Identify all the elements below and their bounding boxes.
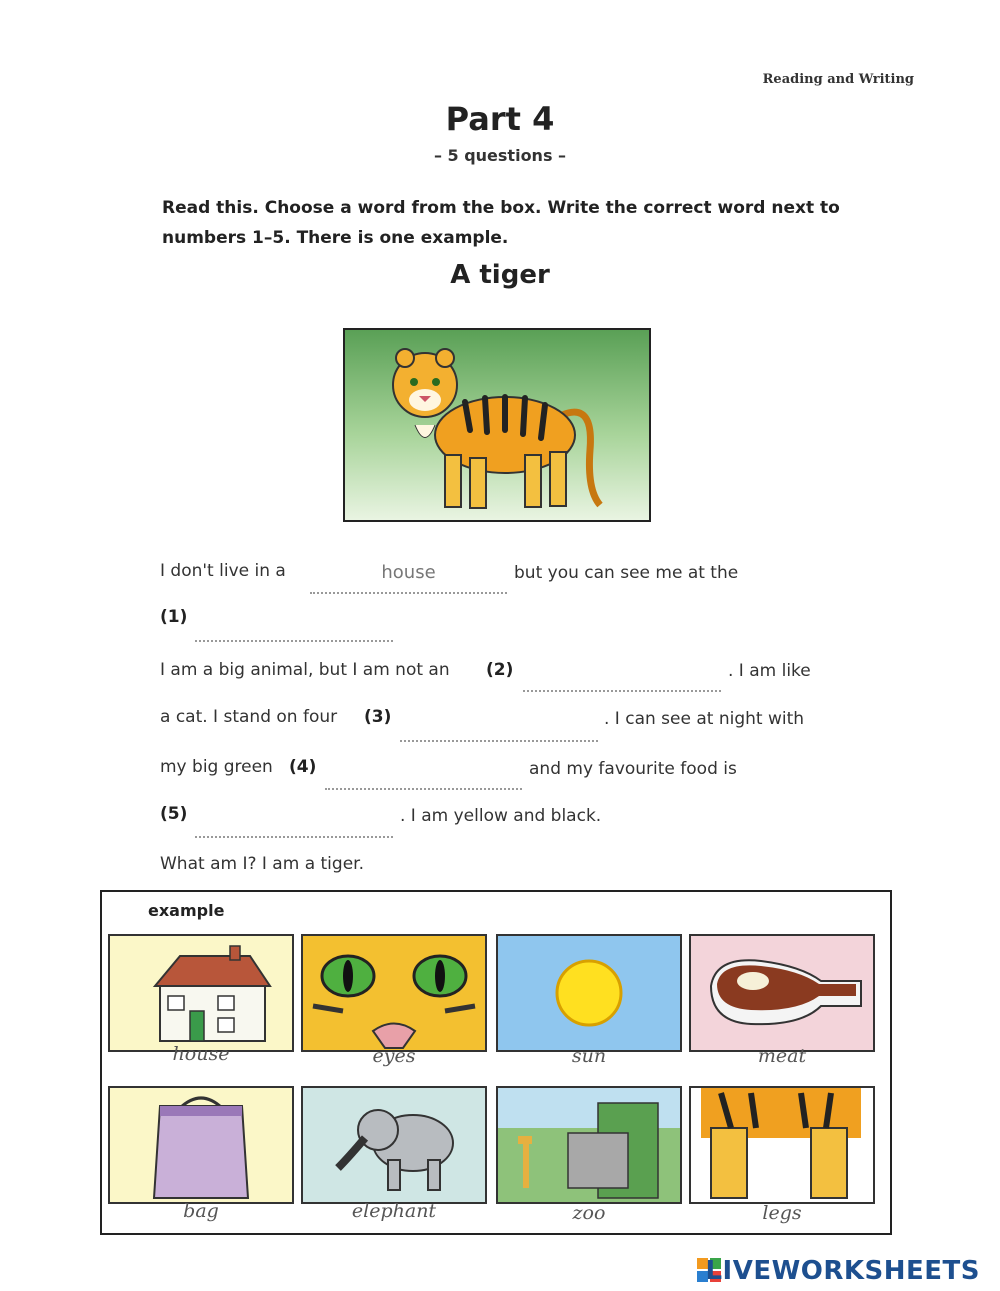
picture-sun (496, 934, 682, 1052)
question-number-4: (4) (289, 757, 317, 777)
answer-blank-1[interactable] (195, 614, 393, 642)
word-label-legs: legs (762, 1202, 802, 1224)
story-line-7: What am I? I am a tiger. (160, 854, 364, 874)
question-number-5: (5) (160, 804, 188, 824)
picture-legs (689, 1086, 875, 1204)
story-line-4a: a cat. I stand on four (160, 707, 338, 727)
answer-blank-5[interactable] (195, 810, 393, 838)
word-label-sun: sun (571, 1045, 607, 1067)
story-line-1b: but you can see me at the (514, 563, 739, 583)
story-line-6b: . I am yellow and black. (400, 806, 602, 826)
section-header: Reading and Writing (762, 72, 914, 87)
story-line-4b: . I can see at night with (604, 709, 805, 729)
instructions: Read this. Choose a word from the box. Write the correct word next to numbers 1–5. There is one example. (162, 198, 840, 248)
picture-meat (689, 934, 875, 1052)
tiger-illustration (343, 328, 651, 522)
picture-zoo (496, 1086, 682, 1204)
word-label-zoo: zoo (572, 1202, 606, 1224)
answer-blank-4[interactable] (325, 762, 522, 790)
story-line-5a: my big green (160, 757, 273, 777)
word-label-eyes: eyes (372, 1045, 416, 1067)
answer-blank-2[interactable] (523, 664, 721, 692)
story-line-1a: I don't live in a (160, 561, 286, 581)
brand-wordmark: LIVEWORKSHEETS (705, 1256, 980, 1286)
story-title: A tiger (450, 260, 550, 290)
word-label-meat: meat (757, 1045, 807, 1067)
question-number-2: (2) (486, 660, 514, 680)
word-label-house: house (172, 1043, 230, 1065)
part-subtitle: – 5 questions – (433, 146, 567, 165)
answer-blank-3[interactable] (400, 714, 598, 742)
story-line-5b: and my favourite food is (529, 759, 737, 779)
word-label-bag: bag (183, 1200, 219, 1222)
story-line-3a: I am a big animal, but I am not an (160, 660, 450, 680)
question-number-1: (1) (160, 607, 188, 627)
picture-elephant (301, 1086, 487, 1204)
word-label-elephant: elephant (351, 1200, 437, 1222)
picture-house (108, 934, 294, 1052)
question-number-3: (3) (364, 707, 392, 727)
picture-eyes (301, 934, 487, 1052)
example-label: example (148, 901, 225, 920)
part-title: Part 4 (445, 100, 555, 138)
example-answer: house (381, 562, 436, 583)
story-line-3b: . I am like (728, 661, 811, 681)
picture-bag (108, 1086, 294, 1204)
